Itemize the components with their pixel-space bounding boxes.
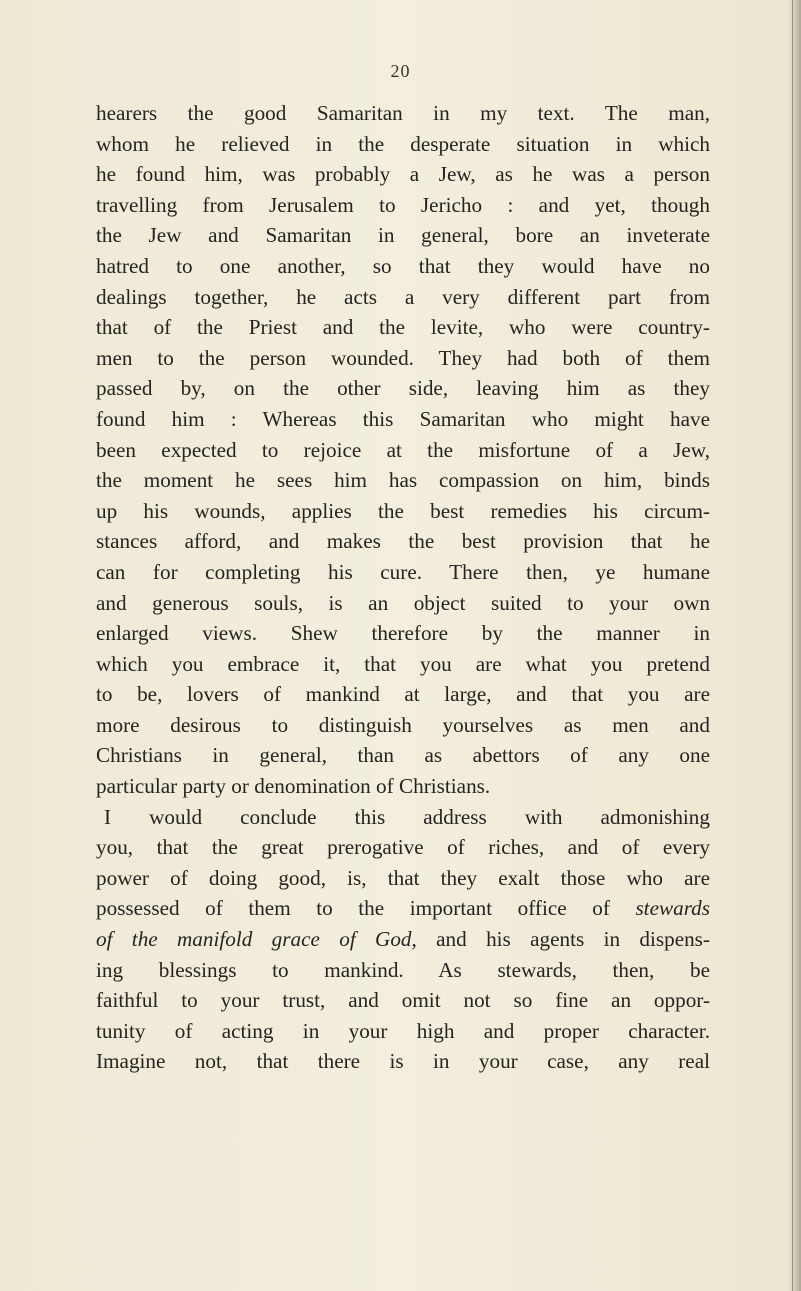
text-line-with-italic	[96, 924, 710, 955]
italic-text: stewards	[635, 896, 710, 921]
text-line: power of doing good, is, that they exalt those who are	[96, 865, 710, 890]
text-line: he found him, was probably a Jew, as he was a person	[96, 162, 710, 187]
text-line: stances afford, and makes the best provision that he	[96, 529, 710, 554]
text-line: can for completing his cure. There then, ye humane	[96, 559, 710, 584]
text-line: passed by, on the other side, leaving him as they	[96, 376, 710, 401]
text-line: that of the Priest and the levite, who were country-	[96, 315, 710, 340]
text-line: hearers the good Samaritan in my text. The man,	[96, 101, 710, 125]
text-line: men to the person wounded. They had both of them	[96, 345, 710, 370]
text-line: ing blessings to mankind. As stewards, then, be	[96, 957, 710, 982]
text-line: faithful to your trust, and omit not so fine an oppor-	[96, 988, 710, 1013]
text-line: you, that the great prerogative of riches, and of every	[96, 835, 710, 860]
paragraph-end-line: particular party or denomination of Christians.	[96, 774, 491, 799]
text-line: been expected to rejoice at the misfortune of a Jew,	[96, 437, 710, 462]
paragraph-start-line: I would conclude this address with admonishing	[104, 804, 710, 829]
text-line: enlarged views. Shew therefore by the manner in	[96, 621, 710, 646]
text-line: and generous souls, is an object suited to your own	[96, 590, 710, 615]
text-line: the moment he sees him has compassion on him, binds	[96, 468, 710, 493]
text-line: found him : Whereas this Samaritan who might have	[96, 406, 710, 431]
text-line: Christians in general, than as abettors of any one	[96, 743, 710, 768]
text-line: whom he relieved in the desperate situation in which	[96, 131, 710, 156]
text-line: to be, lovers of mankind at large, and that you are	[96, 682, 710, 707]
text-line: the Jew and Samaritan in general, bore an inveterate	[96, 223, 710, 248]
page-edge-line	[792, 0, 793, 1291]
text-line: which you embrace it, that you are what you pretend	[96, 651, 710, 676]
text-line-with-italic	[96, 893, 710, 924]
roman-text: possessed of them to the important office of	[96, 896, 636, 921]
text-line: travelling from Jerusalem to Jericho : and yet, though	[96, 192, 710, 217]
text-line: tunity of acting in your high and proper character.	[96, 1018, 710, 1043]
text-line: more desirous to distinguish yourselves as men and	[96, 712, 710, 737]
text-line: hatred to one another, so that they would have no	[96, 253, 710, 278]
page-edge-shadow	[787, 0, 801, 1291]
page-number: 20	[390, 61, 411, 81]
body-text	[96, 98, 710, 1077]
italic-text: of the manifold grace of God,	[96, 927, 417, 952]
text-line: Imagine not, that there is in your case, any real	[96, 1049, 710, 1074]
text-line: dealings together, he acts a very different part from	[96, 284, 710, 309]
roman-text: and his agents in dispens-	[416, 927, 710, 952]
text-line: up his wounds, applies the best remedies his circum-	[96, 498, 710, 523]
